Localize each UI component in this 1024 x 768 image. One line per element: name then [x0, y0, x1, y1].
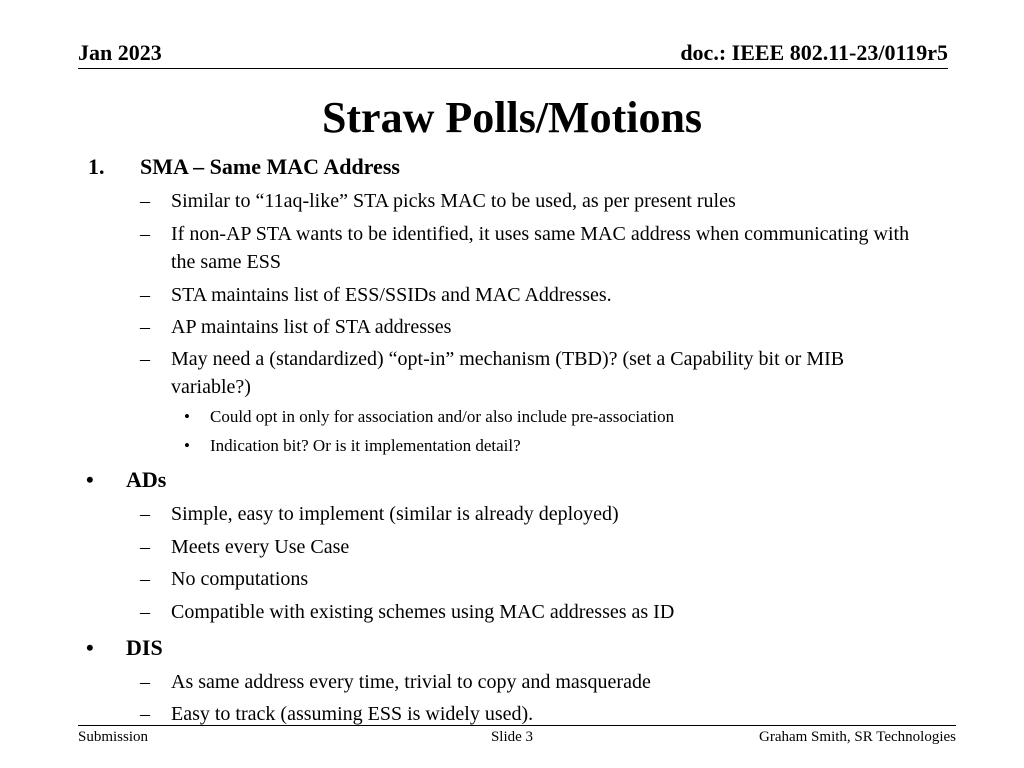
bullet-marker: •	[86, 635, 94, 660]
dash-marker: –	[140, 536, 150, 558]
section-heading-text: ADs	[126, 467, 167, 492]
section-heading-text: SMA – Same MAC Address	[140, 154, 400, 179]
dash-marker: –	[140, 223, 150, 245]
slide-title: Straw Polls/Motions	[321, 93, 703, 142]
list-item-text: As same address every time, trivial to copy and masquerade	[171, 671, 651, 693]
bullet-marker: •	[184, 407, 190, 426]
bullet-marker: •	[86, 467, 94, 492]
header-doc-number: doc.: IEEE 802.11-23/0119r5	[680, 40, 948, 65]
dash-marker: –	[140, 568, 150, 590]
section-number: 1.	[88, 154, 105, 179]
list-item-text: Similar to “11aq-like” STA picks MAC to be used, as per present rules	[171, 190, 736, 212]
dash-marker: –	[140, 348, 150, 370]
footer-slide-number: Slide 3	[490, 729, 534, 745]
dash-marker: –	[140, 601, 150, 623]
list-item-text: STA maintains list of ESS/SSIDs and MAC Addresses.	[171, 284, 612, 306]
list-item-text: Easy to track (assuming ESS is widely used).	[171, 703, 534, 725]
dash-marker: –	[140, 316, 150, 338]
list-item-text: May need a (standardized) “opt-in” mechanism (TBD)? (set a Capability bit or MIB variable?)	[171, 348, 845, 398]
list-item-text: Compatible with existing schemes using MAC addresses as ID	[171, 601, 675, 623]
dash-marker: –	[140, 703, 150, 725]
bullet-marker: •	[184, 436, 190, 455]
list-item-text: Simple, easy to implement (similar is already deployed)	[171, 503, 619, 525]
footer-divider	[78, 725, 956, 726]
list-item-text: Meets every Use Case	[171, 536, 350, 558]
dash-marker: –	[140, 503, 150, 525]
section-heading-text: DIS	[126, 635, 163, 660]
sub-list-item-text: Indication bit? Or is it implementation detail?	[210, 436, 521, 455]
dash-marker: –	[140, 190, 150, 212]
list-item-text: No computations	[171, 568, 309, 590]
dash-marker: –	[140, 671, 150, 693]
dash-marker: –	[140, 284, 150, 306]
list-item-text: If non-AP STA wants to be identified, it uses same MAC address when communicating with the same ESS	[171, 223, 910, 273]
footer-author: Graham Smith, SR Technologies	[759, 729, 956, 745]
header-date: Jan 2023	[78, 40, 162, 65]
footer-submission: Submission	[78, 729, 149, 745]
sub-list-item-text: Could opt in only for association and/or also include pre-association	[210, 407, 675, 426]
list-item-text: AP maintains list of STA addresses	[171, 316, 452, 338]
